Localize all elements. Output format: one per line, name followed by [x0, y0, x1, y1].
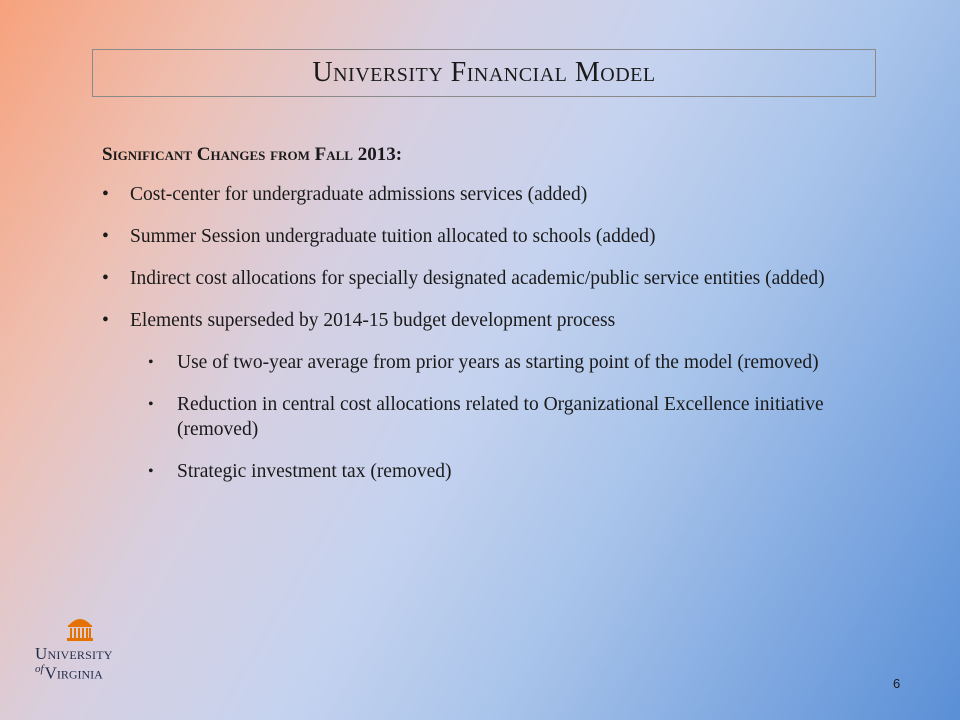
section-heading: Significant Changes from Fall 2013:	[102, 144, 403, 165]
bullet-item: • Cost-center for undergraduate admissions services (added)	[102, 182, 882, 207]
bullet-list	[102, 182, 882, 484]
bullet-item: • Indirect cost allocations for specially designated academic/public service entities (added)	[102, 266, 882, 291]
logo-text-of: of	[35, 663, 44, 675]
slide-content	[102, 140, 882, 501]
logo-text-virginia: Virginia	[44, 663, 103, 683]
slide-title: University Financial Model	[312, 57, 656, 88]
sub-bullet-item: • Use of two-year average from prior years as starting point of the model (removed)	[102, 350, 882, 375]
logo-text-virginia-line	[35, 663, 103, 684]
sub-bullet-item: • Reduction in central cost allocations related to Organizational Excellence initiative (removed)	[102, 392, 882, 442]
logo-text-university: University	[35, 644, 113, 663]
sub-bullet-item: • Strategic investment tax (removed)	[102, 459, 882, 484]
rotunda-icon	[66, 612, 94, 642]
page-number: 6	[893, 676, 901, 691]
bullet-item: • Elements superseded by 2014-15 budget development process	[102, 308, 882, 333]
title-box	[92, 49, 876, 97]
bullet-item: • Summer Session undergraduate tuition allocated to schools (added)	[102, 224, 882, 249]
university-logo	[35, 612, 125, 692]
